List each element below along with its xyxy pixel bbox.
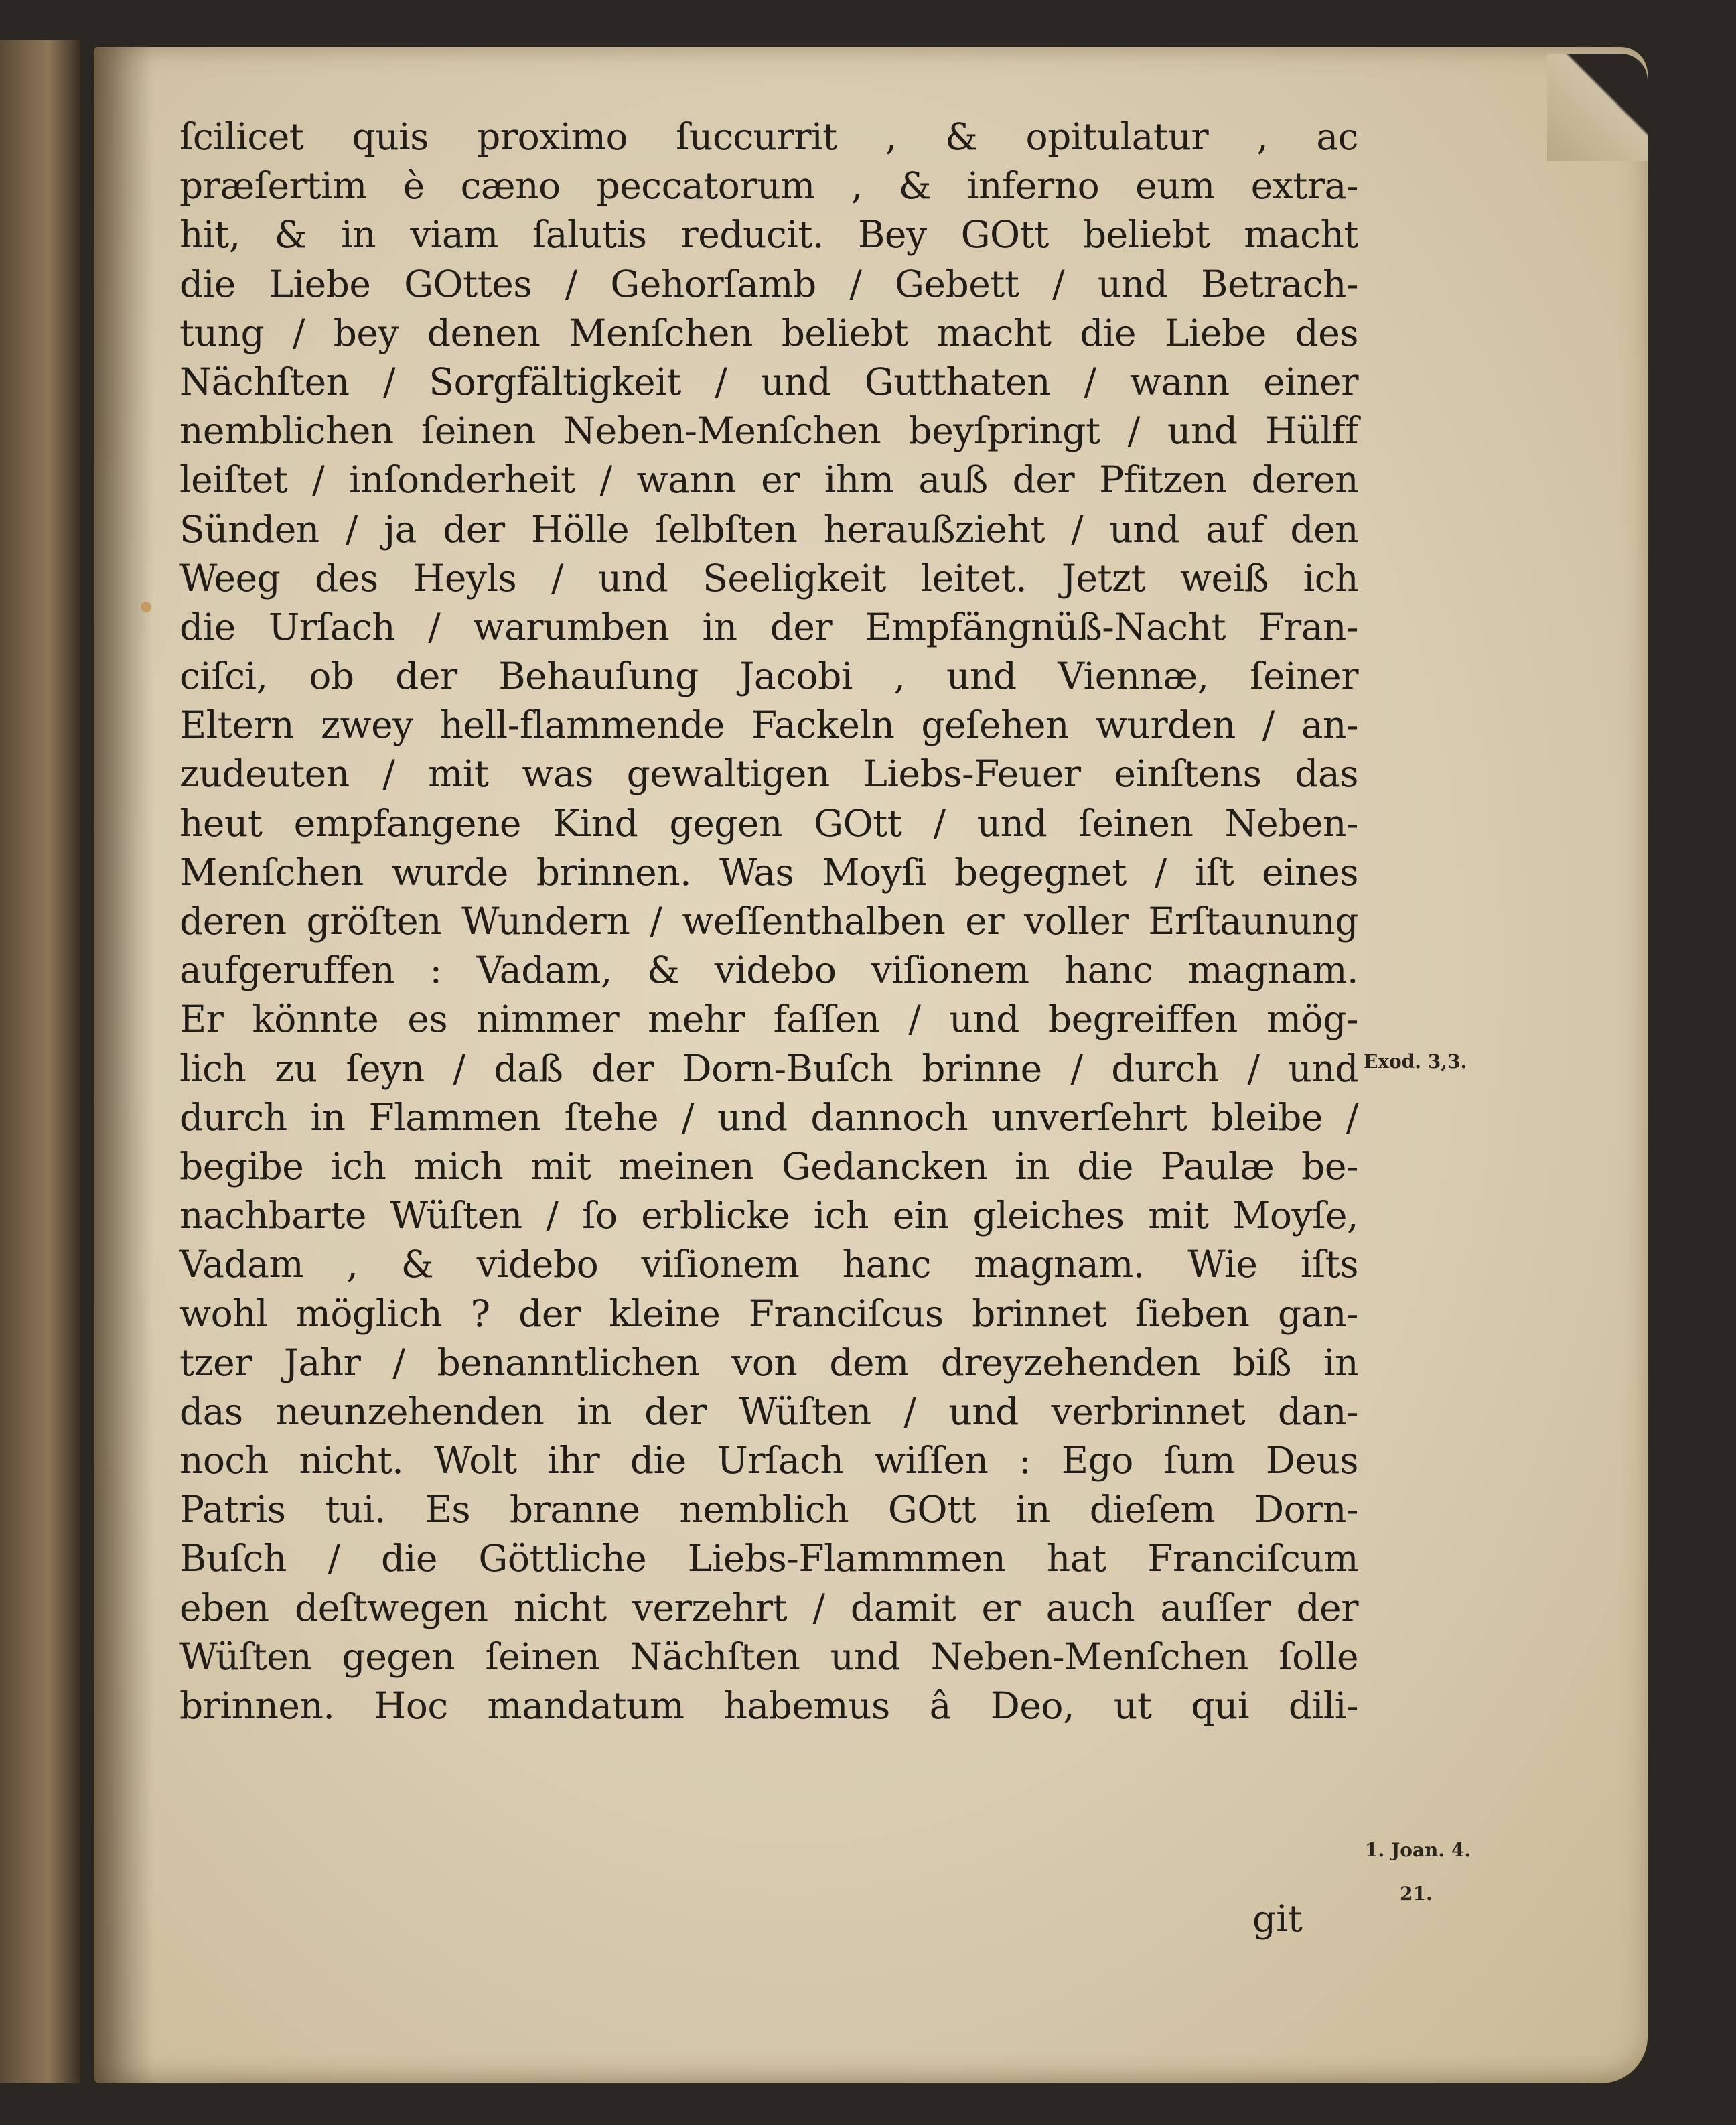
text-line: ſcilicet quis proximo ſuccurrit , & opitulatur , ac bbox=[179, 115, 1358, 158]
text-line: die Urſach / warumben in der Empfängnüß-Nacht Fran- bbox=[179, 605, 1358, 648]
gutter-shadow bbox=[94, 47, 154, 2083]
text-line: Weeg des Heyls / und Seeligkeit leitet. Jetzt weiß ich bbox=[179, 556, 1358, 600]
text-line: lich zu ſeyn / daß der Dorn-Buſch brinne / durch / und bbox=[179, 1046, 1358, 1090]
text-line: Menſchen wurde brinnen. Was Moyſi begegnet / iſt eines bbox=[179, 850, 1358, 894]
folded-corner bbox=[1547, 54, 1648, 161]
text-line: præſertim è cæno peccatorum , & inferno eum extra- bbox=[179, 164, 1358, 208]
text-line: tung / bey denen Menſchen beliebt macht die Liebe des bbox=[179, 311, 1358, 354]
margin-note-john-verse: 21. bbox=[1400, 1882, 1433, 1905]
text-line: hit, & in viam ſalutis reducit. Bey GOtt beliebt macht bbox=[179, 213, 1358, 257]
text-line: brinnen. Hoc mandatum habemus â Deo, ut qui dili- bbox=[179, 1684, 1358, 1727]
text-line: Er könnte es nimmer mehr faſſen / und begreiffen mög- bbox=[179, 998, 1358, 1041]
text-line: Vadam , & videbo viſionem hanc magnam. Wie iſts bbox=[179, 1243, 1358, 1286]
text-line: nachbarte Wüſten / ſo erblicke ich ein gleiches mit Moyſe, bbox=[179, 1194, 1358, 1237]
left-page-edge bbox=[0, 40, 80, 2083]
text-line: Buſch / die Göttliche Liebs-Flammmen hat Franciſcum bbox=[179, 1537, 1358, 1580]
text-line: nemblichen ſeinen Neben-Menſchen beyſpringt / und Hülff bbox=[179, 409, 1358, 453]
text-line: ciſci, ob der Behauſung Jacobi , und Viennæ, ſeiner bbox=[179, 655, 1358, 698]
catchword: git bbox=[1252, 1897, 1303, 1940]
body-text bbox=[179, 113, 1358, 1730]
text-line: das neunzehenden in der Wüſten / und verbrinnet dan- bbox=[179, 1389, 1358, 1433]
margin-note-exodus: Exod. 3,3. bbox=[1364, 1050, 1467, 1073]
text-line: tzer Jahr / benanntlichen von dem dreyzehenden biß in bbox=[179, 1341, 1358, 1384]
text-line: begibe ich mich mit meinen Gedancken in die Paulæ be- bbox=[179, 1144, 1358, 1188]
text-line: zudeuten / mit was gewaltigen Liebs-Feuer einſtens das bbox=[179, 752, 1358, 796]
margin-note-john: 1. Joan. 4. bbox=[1365, 1839, 1471, 1861]
text-line: wohl möglich ? der kleine Franciſcus brinnet ſieben gan- bbox=[179, 1292, 1358, 1335]
text-line: Sünden / ja der Hölle ſelbſten heraußzieht / und auf den bbox=[179, 507, 1358, 551]
text-line: noch nicht. Wolt ihr die Urſach wiſſen : Ego ſum Deus bbox=[179, 1439, 1358, 1483]
text-line: heut empfangene Kind gegen GOtt / und ſeinen Neben- bbox=[179, 801, 1358, 845]
text-line: Nächſten / Sorgfältigkeit / und Gutthaten / wann einer bbox=[179, 360, 1358, 403]
text-line: Eltern zwey hell-flammende Fackeln geſehen wurden / an- bbox=[179, 703, 1358, 747]
text-line: Patris tui. Es branne nemblich GOtt in dieſem Dorn- bbox=[179, 1488, 1358, 1531]
text-line: aufgeruffen : Vadam, & videbo viſionem hanc magnam. bbox=[179, 949, 1358, 992]
text-line: durch in Flammen ſtehe / und dannoch unverſehrt bleibe / bbox=[179, 1095, 1358, 1139]
text-line: leiſtet / inſonderheit / wann er ihm auß der Pfitzen deren bbox=[179, 458, 1358, 502]
ink-spot bbox=[141, 602, 151, 612]
text-line: die Liebe GOttes / Gehorſamb / Gebett / und Betrach- bbox=[179, 262, 1358, 305]
text-line: Wüſten gegen ſeinen Nächſten und Neben-Menſchen ſolle bbox=[179, 1635, 1358, 1678]
text-line: eben deſtwegen nicht verzehrt / damit er auch auſſer der bbox=[179, 1586, 1358, 1629]
text-line: deren gröſten Wundern / weſſenthalben er voller Erſtaunung bbox=[179, 900, 1358, 943]
